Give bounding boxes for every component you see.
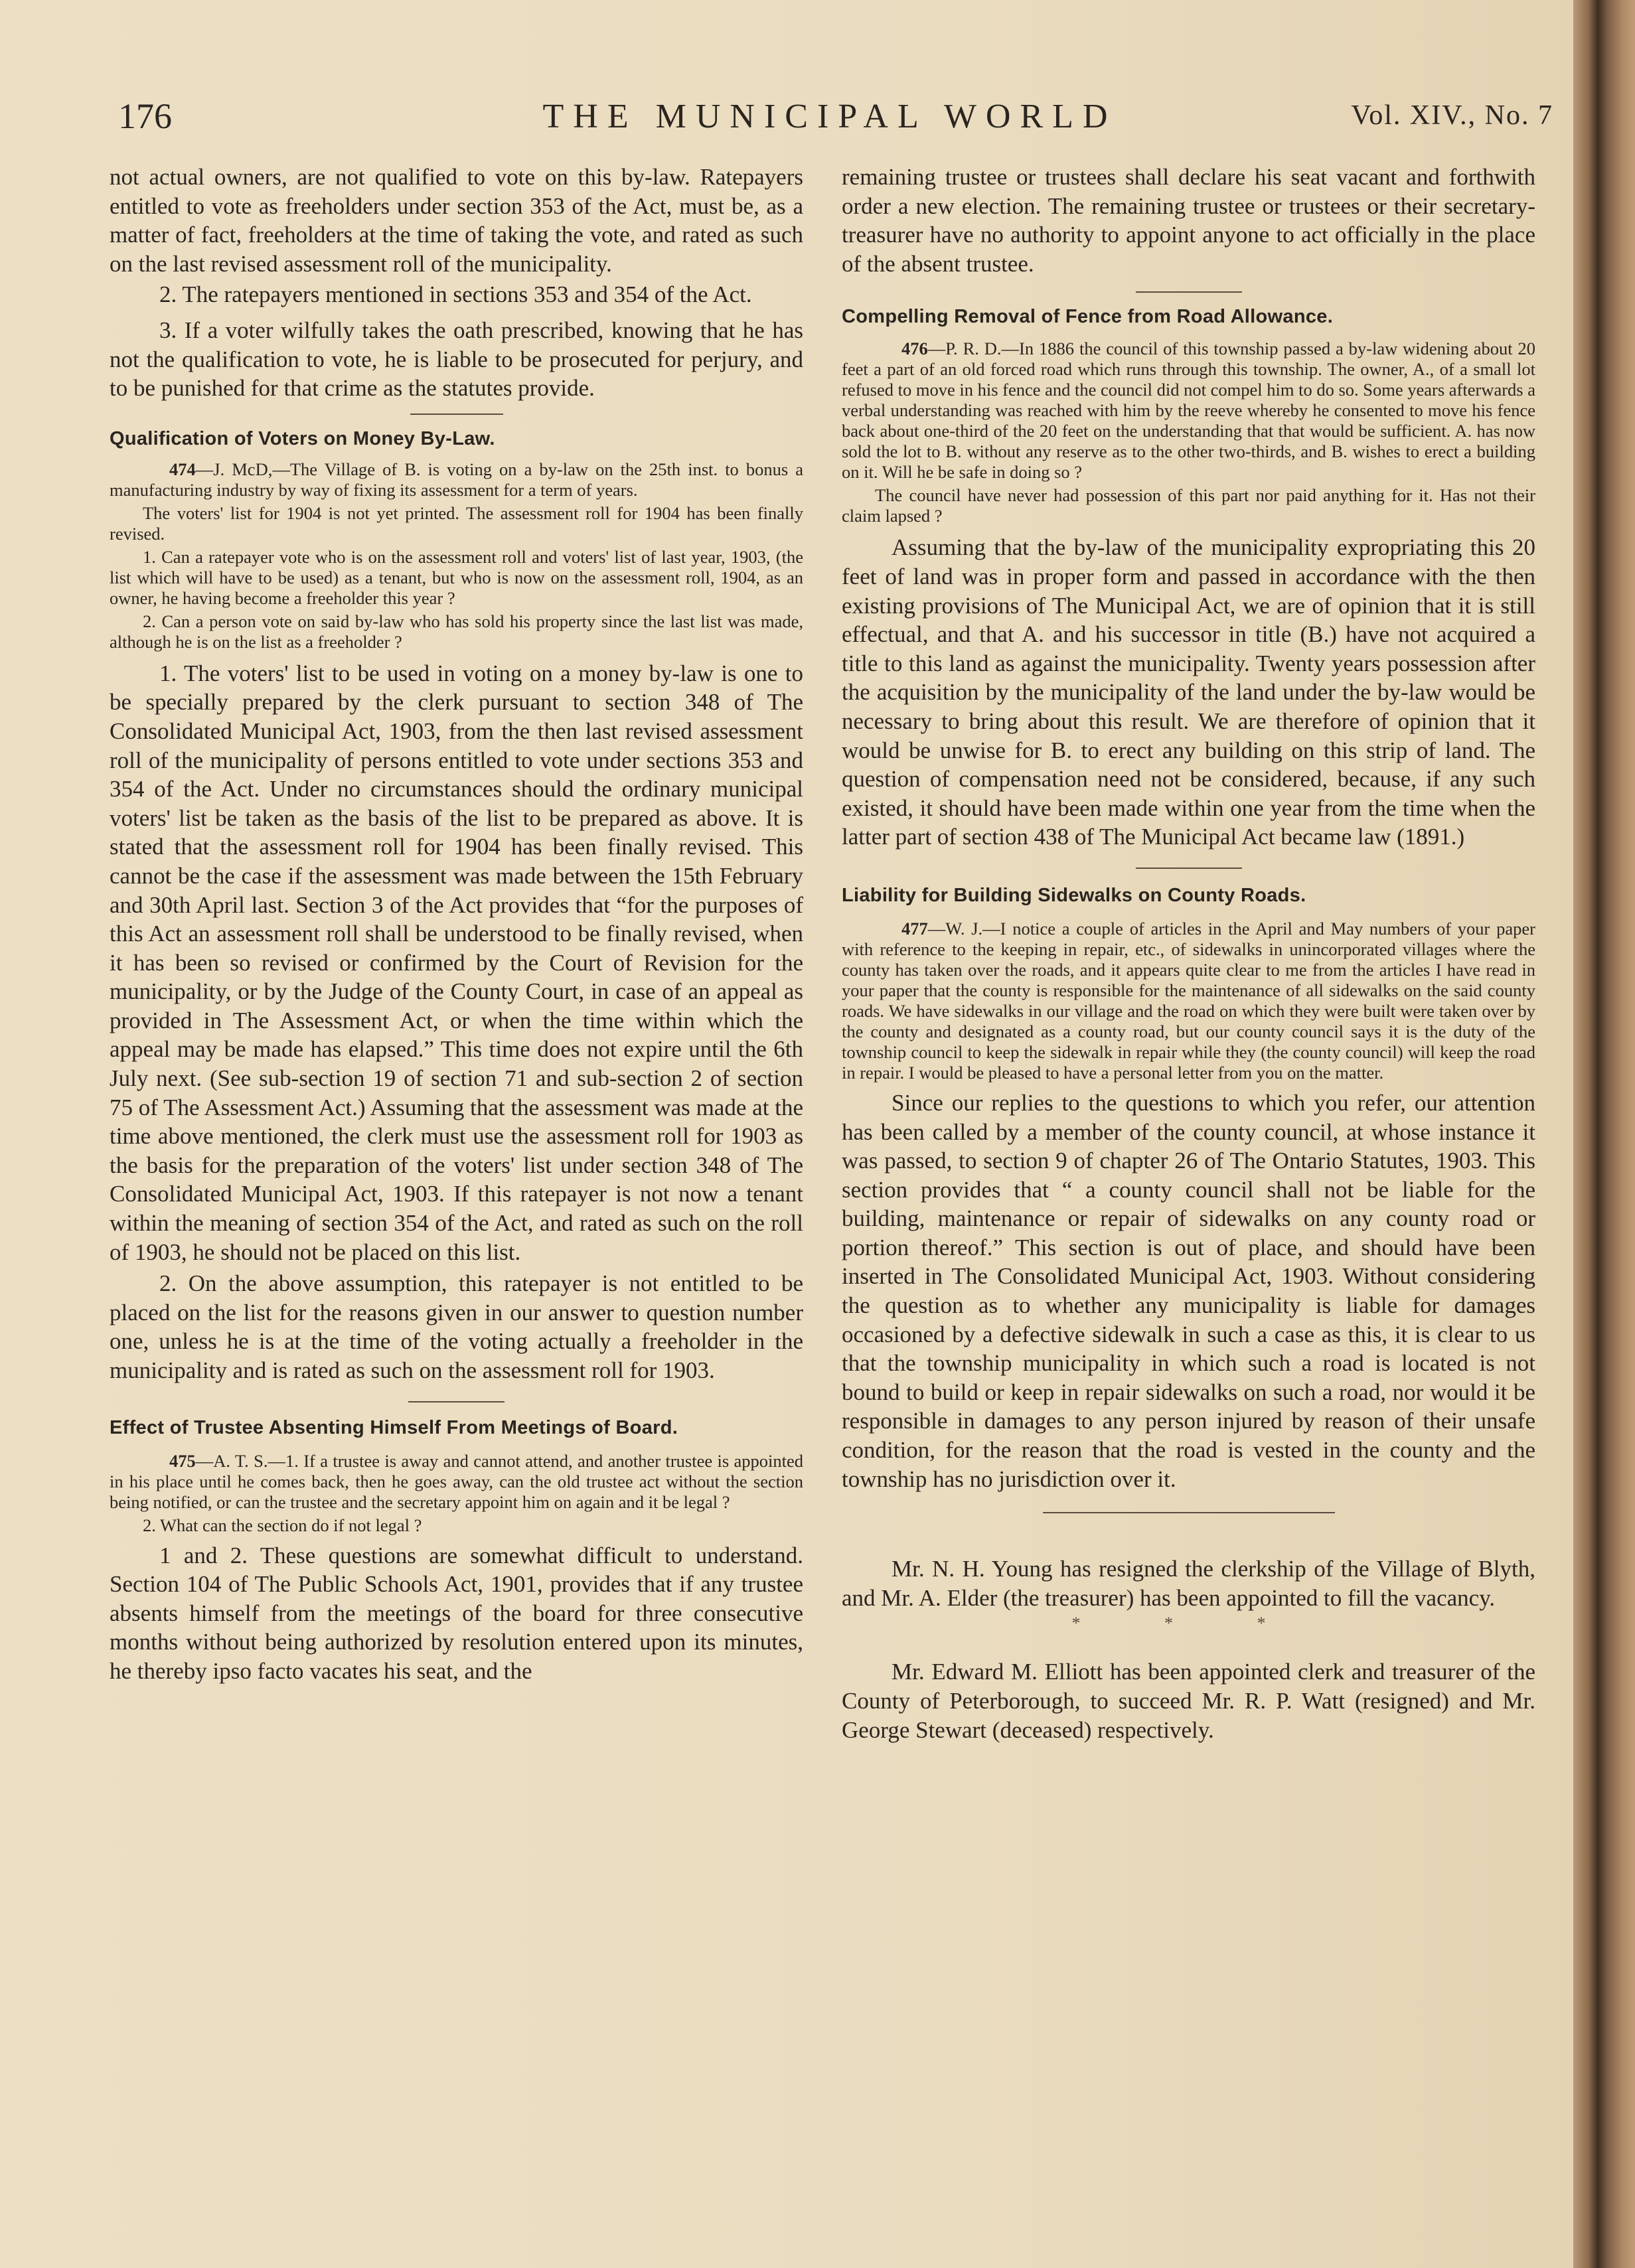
paragraph: not actual owners, are not qualified to vote on this by-law. Ratepayers entitled to vote as freeholders under section 353 of the Act, must be, as a matter of fact, freeholders at the time of taking the vote, and rated as such on the last revised assessment roll of the municipality. (110, 164, 803, 277)
news-item: Mr. N. H. Young has resigned the clerkship of the Village of Blyth, and Mr. A. Elder (the treasurer) has been appointed to fill the vacancy. (842, 1556, 1535, 1611)
section-divider (1043, 1512, 1335, 1513)
question-475 (110, 1451, 803, 1513)
question-number: 476 (901, 339, 928, 359)
section-divider (410, 414, 503, 415)
paragraph: 2. The ratepayers mentioned in sections 353 and 354 of the Act. (159, 281, 752, 308)
paragraph: remaining trustee or trustees shall declare his seat vacant and forthwith order a new election. The remaining trustee or trustees or their secretary-treasurer have no authority to appoint anyone to act officially in the place of the absent trustee. (842, 164, 1535, 277)
question-text: The council have never had possession of this part nor paid anything for it. Has not their claim lapsed ? (842, 485, 1535, 526)
masthead-title: THE MUNICIPAL WORLD (542, 98, 1117, 135)
section-divider (1136, 868, 1242, 869)
news-item: Mr. Edward M. Elliott has been appointed clerk and treasurer of the County of Peterborough, to succeed Mr. R. P. Watt (resigned) and Mr. George Stewart (deceased) respectively. (842, 1659, 1535, 1743)
section-heading: Liability for Building Sidewalks on County Roads. (842, 884, 1306, 906)
paragraph: 3. If a voter wilfully takes the oath prescribed, knowing that he has not the qualification to vote, he is liable to be prosecuted for perjury, and to be punished for that crime as the statutes provide. (110, 317, 803, 402)
section-heading: Compelling Removal of Fence from Road Allowance. (842, 306, 1334, 328)
page-binding-edge (1573, 0, 1635, 2268)
section-divider (1136, 291, 1242, 293)
asterism: * * * (1071, 1614, 1306, 1633)
question-number: 475 (169, 1450, 196, 1471)
answer-paragraph: Since our replies to the questions to which you refer, our attention has been called by a member of the county council, at whose instance it was passed, to section 9 of chapter 26 of The Ontario Statutes, 1903. This section provides that “ a county council shall not be liable for the building, maintenance or repair of sidewalks on any county road or portion thereof.” This section is out of place, and should have been inserted in The Consolidated Municipal Act, 1903. Without considering the question as to whether any municipality is liable for damages occasioned by a defective sidewalk in such a case as this, it is clear to us that the township municipality in which such a road is located is not bound to build or keep in repair sidewalks on such a road, nor would it be responsible in damages to any person injured by reason of their unsafe condition, for the reason that the road is vested in the county and the township has no jurisdiction over it. (842, 1089, 1535, 1492)
question-text: 1. Can a ratepayer vote who is on the assessment roll and voters' list of last year, 1903, (the list which will have to be used) as a tenant, but who is now on the assessment roll, 1904, as an owner, he having become a freeholder this year ? (110, 546, 803, 608)
page-number: 176 (118, 96, 172, 136)
question-text: —J. McD,—The Village of B. is voting on a by-law on the 25th inst. to bonus a manufacturing industry by way of fixing its assessment for a term of years. (110, 459, 803, 500)
section-divider (408, 1401, 505, 1402)
section-heading: Effect of Trustee Absenting Himself From Meetings of Board. (110, 1416, 678, 1438)
question-text: —A. T. S.—1. If a trustee is away and cannot attend, and another trustee is appointed in his place until he comes back, then he goes away, can the old trustee act without the section being notified, or can the trustee and the secretary appoint him on again and it be legal ? (110, 1450, 803, 1512)
right-column (842, 163, 1535, 1744)
running-header (106, 93, 1553, 146)
question-474 (110, 459, 803, 500)
volume-number: Vol. XIV., No. 7 (1351, 100, 1553, 131)
question-476 (842, 339, 1535, 483)
answer-paragraph: 2. On the above assumption, this ratepayer is not entitled to be placed on the list for the reasons given in our answer to question number one, unless he is at the time of the voting actually a freeholder in the municipality and is rated as such on the assessment roll for 1903. (110, 1270, 803, 1383)
question-text: —W. J.—I notice a couple of articles in the April and May numbers of your paper with reference to the keeping in repair, etc., of sidewalks in unincorporated villages where the county has taken over the roads, and it appears quite clear to me from the articles I have read in your paper that the county is responsible for the maintenance of all sidewalks on the said county roads. We have sidewalks in our village and the road on which they were built were taken over by the county and designated as a county road, but our county council says it is the duty of the township council to keep the sidewalk in repair while they (the county council) will keep the road in repair. I would be pleased to have a personal letter from you on the matter. (842, 918, 1535, 1083)
answer-paragraph: 1. The voters' list to be used in voting on a money by-law is one to be specially prepared by the clerk pursuant to section 348 of The Consolidated Municipal Act, 1903, from the then last revised assessment roll of the municipality of persons entitled to vote under sections 353 and 354 of the Act. Under no circumstances should the ordinary municipal voters' list be taken as the basis of the list to be prepared as above. It is stated that the assessment roll for 1904 has been finally revised. This cannot be the case if the assessment was made between the 15th February and 30th April last. Section 3 of the Act provides that “for the purposes of this Act an assessment roll shall be understood to be finally revised, when it has been so revised or confirmed by the Court of Revision for the municipality, or by the Judge of the County Court, in case of an appeal as provided in The Assessment Act, or when the time within which the appeal may be made has elapsed.” This time does not expire until the 6th July next. (See sub-section 19 of section 71 and sub-section 2 of section 75 of The Assessment Act.) Assuming that the assessment was made at the time above mentioned, the clerk must use the assessment roll for 1903 as the basis for the preparation of the voters' list under section 348 of The Consolidated Municipal Act, 1903. If this ratepayer is not now a tenant within the meaning of section 354 of the Act, and rated as such on the roll of 1903, he should not be placed on this list. (110, 660, 803, 1265)
question-text: 2. Can a person vote on said by-law who has sold his property since the last list was made, although he is on the list as a freeholder ? (110, 611, 803, 652)
question-number: 474 (169, 459, 196, 479)
question-number: 477 (901, 918, 928, 939)
answer-paragraph: Assuming that the by-law of the municipality expropriating this 20 feet of land was in proper form and passed in accordance with the then existing provisions of The Municipal Act, we are of opinion that it is still effectual, and that A. and his successor in title (B.) have not acquired a title to this land as against the municipality. Twenty years possession after the acquisition by the municipality of the land under the by-law would be necessary to bring about this result. We are therefore of opinion that it would be unwise for B. to erect any building on this strip of land. The question of compensation need not be considered, because, if any such existed, it should have been made within one year from the time when the latter part of section 438 of The Municipal Act became law (1891.) (842, 534, 1535, 850)
left-column (110, 163, 803, 1686)
answer-paragraph: 1 and 2. These questions are somewhat difficult to understand. Section 104 of The Public Schools Act, 1901, provides that if any trustee absents himself from the meetings of the board for three consecutive months without being authorized by resolution entered upon its minutes, he thereby ipso facto vacates his seat, and the (110, 1542, 803, 1684)
question-text: 2. What can the section do if not legal ? (143, 1515, 422, 1535)
section-heading: Qualification of Voters on Money By-Law. (110, 427, 495, 449)
question-text: The voters' list for 1904 is not yet printed. The assessment roll for 1904 has been finally revised. (110, 502, 803, 544)
question-477 (842, 919, 1535, 1083)
question-text: —P. R. D.—In 1886 the council of this township passed a by-law widening about 20 feet a part of an old forced road which runs through this township. The owner, A., of a small lot refused to move in his fence and the council did not compel him to do so. Some years afterwards a verbal understanding was reached with him by the reeve whereby he consented to move his fence back about one-third of the 20 feet on the understanding that that would be sufficient. A. has now sold the lot to B. without any reserve as to the other two-thirds, and B. wishes to erect a building on it. Will he be safe in doing so ? (842, 339, 1535, 483)
